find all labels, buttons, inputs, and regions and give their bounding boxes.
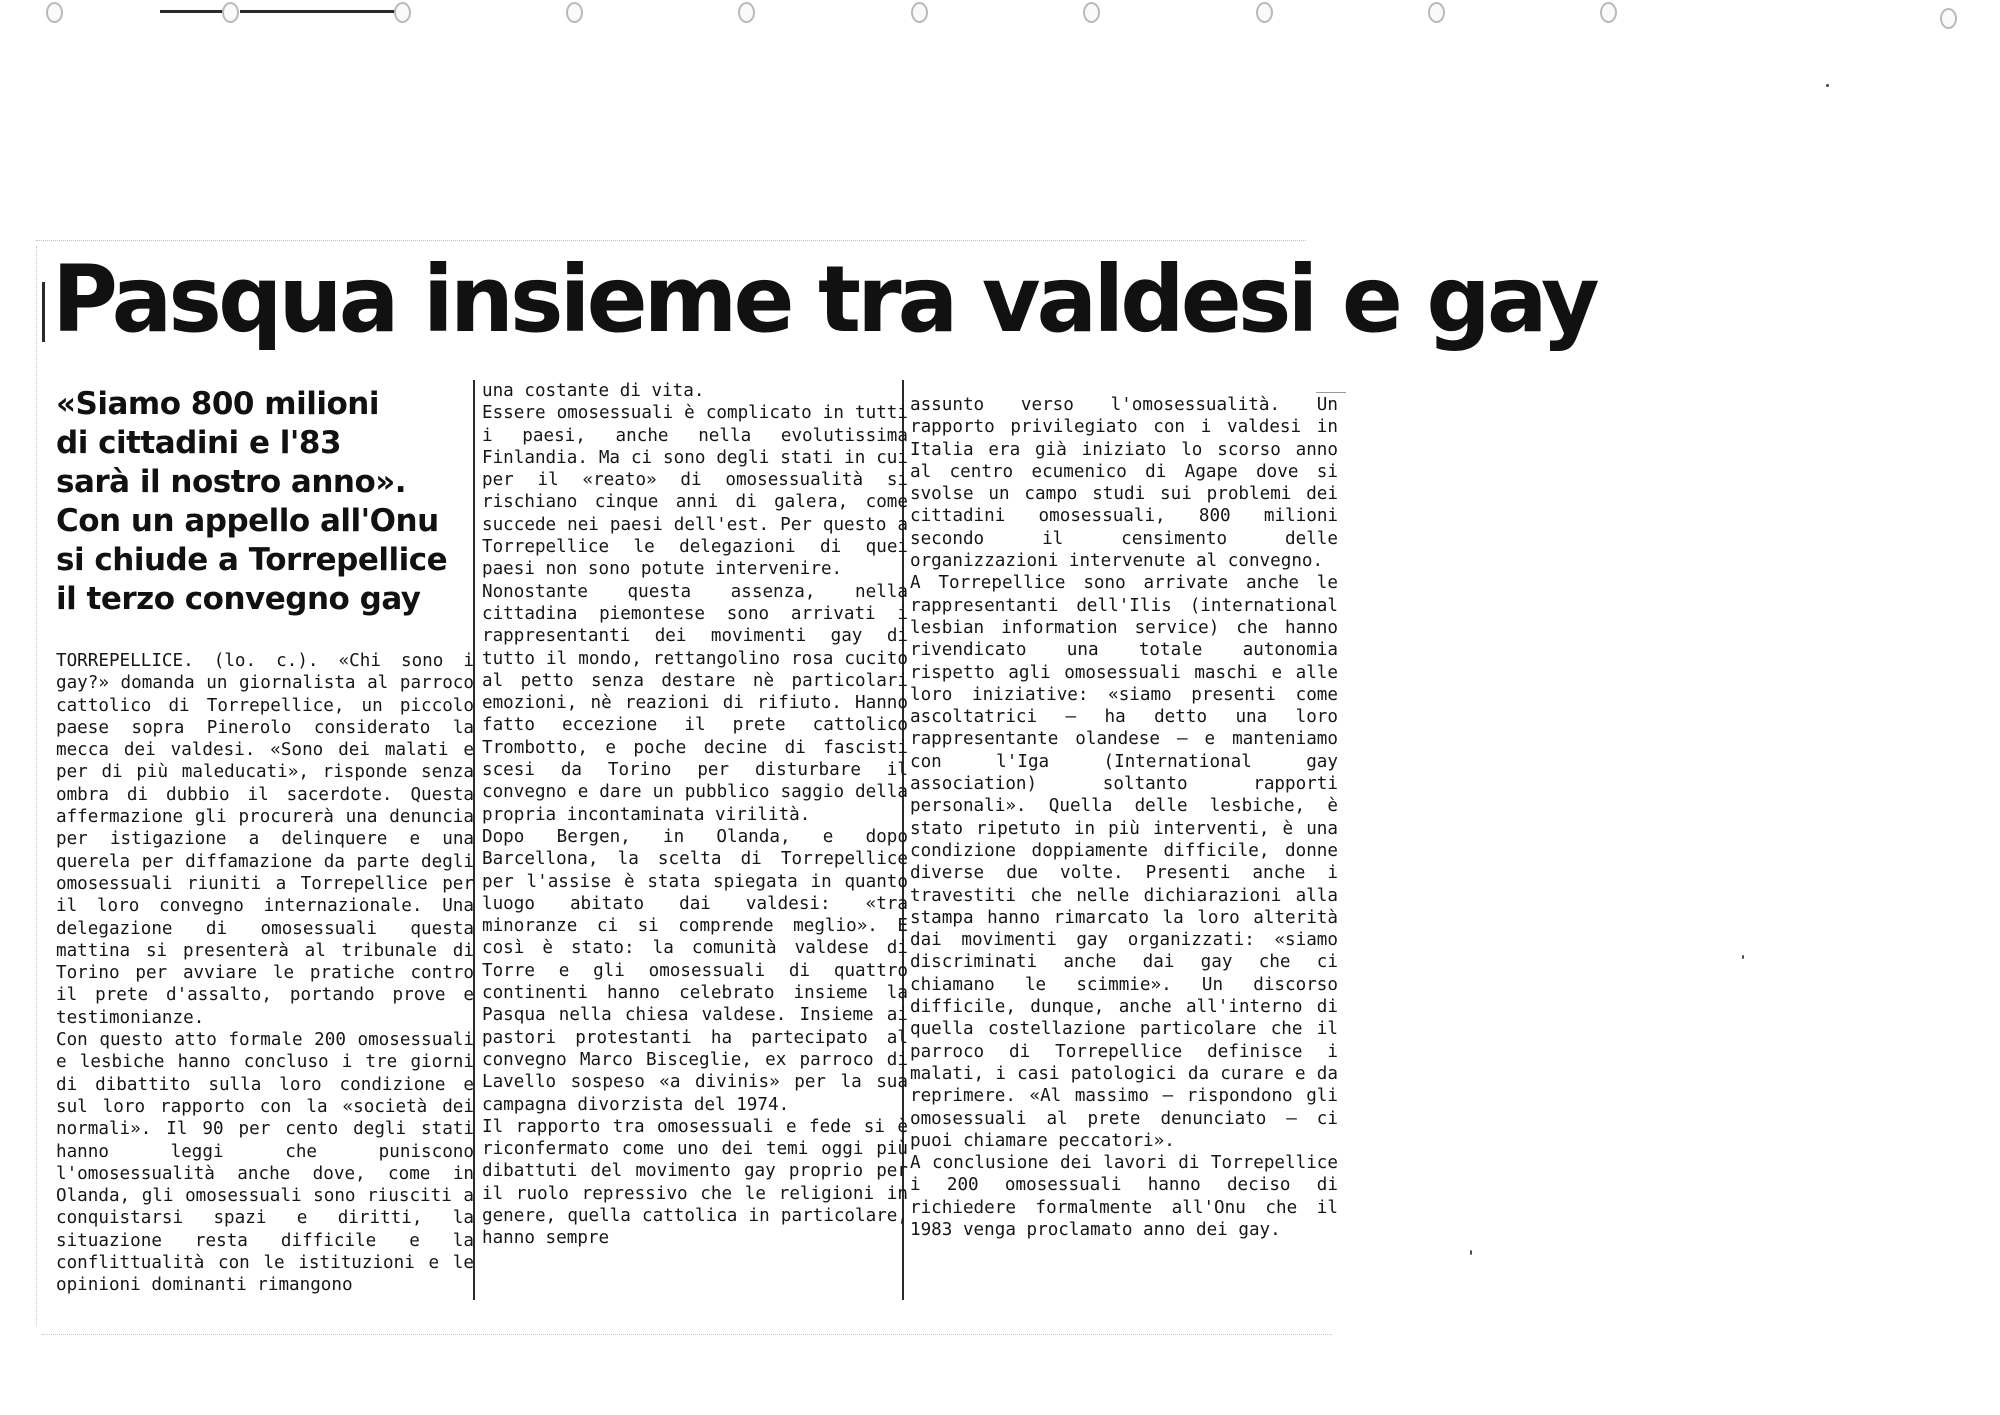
newspaper-clipping: [36, 240, 1596, 1375]
binder-holes: [0, 0, 2000, 30]
scan-speck: [1826, 84, 1829, 87]
subheadline-line: il terzo convegno gay: [56, 581, 421, 617]
punch-hole: [1600, 2, 1617, 23]
article-paragraph: Il rapporto tra omosessuali e fede si è riconfermato come uno dei temi oggi più dibattuti del movimento gay proprio per il ruolo repressivo che le religioni in genere, quella cattolica in particolare, hanno sempre: [482, 1116, 908, 1249]
punch-hole: [1083, 2, 1100, 23]
punch-hole: [46, 2, 63, 23]
punch-hole: [911, 2, 928, 23]
article-paragraph: A conclusione dei lavori di Torrepellice i 200 omosessuali hanno deciso di richiedere formalmente all'Onu che il 1983 venga proclamato anno dei gay.: [910, 1153, 1338, 1240]
punch-hole: [1428, 2, 1445, 23]
article-paragraph: Dopo Bergen, in Olanda, e dopo Barcellona, la scelta di Torrepellice per l'assise è stata spiegata in quanto luogo abitato dai valdesi: «tra minoranze ci si comprende meglio». E così è stato: la comunità valdese di Torre e gli omosessuali di quattro continenti hanno celebrato insieme la Pasqua nella chiesa valdese. Insieme ai pastori protestanti ha partecipato al convegno Marco Bisceglie, ex parroco di Lavello sospeso «a divinis» per la sua campagna divorzista del 1974.: [482, 826, 908, 1115]
dateline: TORREPELLICE. (lo. c.).: [56, 651, 319, 671]
article-paragraph: Con questo atto formale 200 omosessuali e lesbiche hanno concluso i tre giorni di dibattito sulla loro condizione e sul loro rapporto con la «società dei normali». Il 90 per cento degli stati hanno leggi che puniscono l'omosessualità anche dove, come in Olanda, gli omosessuali sono riusciti a conquistarsi spazi e diritti, la situazione resta difficile e la conflittualità con le istituzioni e le opinioni dominanti rimangono: [56, 1030, 474, 1296]
punch-hole: [1256, 2, 1273, 23]
subheadline-line: Con un appello all'Onu: [56, 503, 439, 539]
headline: Pasqua insieme tra valdesi e gay: [52, 246, 1596, 353]
punch-hole: [566, 2, 583, 23]
article-paragraph: A Torrepellice sono arrivate anche le rappresentanti dell'Ilis (international lesbian information service) che hanno rivendicato una totale autonomia rispetto agli omosessuali maschi e alle loro iniziative: «siamo presenti come ascoltatrici — ha detto una loro rappresentante olandese — e manteniamo con l'Iga (International gay association) soltanto rapporti personali». Quella delle lesbiche, è stato ripetuto in più interventi, è una condizione doppiamente difficile, donne diverse due volte. Presenti anche i travestiti che nelle dichiarazioni alla stampa hanno rimarcato la loro alterità dai movimenti gay organizzati: «siamo discriminati anche dai gay che ci chiamano le scimmie». Un discorso difficile, dunque, anche all'interno di quella costellazione particolare che il parroco di Torrepellice definisce i malati, i casi patologici da curare e da reprimere. «Al massimo — rispondono gli omosessuali al prete denunciato — ci puoi chiamare peccatori».: [910, 573, 1338, 1151]
clipping-edge-bottom: [42, 1334, 1332, 1335]
article-column-1: [56, 650, 474, 1297]
subheadline-line: sarà il nostro anno».: [56, 464, 407, 500]
article-column-2: [482, 380, 908, 1250]
binder-bar: [160, 10, 230, 13]
subheadline: [56, 385, 476, 619]
article-paragraph: una costante di vita.: [482, 381, 705, 401]
article-column-3: [910, 394, 1338, 1241]
subheadline-line: «Siamo 800 milioni: [56, 386, 379, 422]
scan-speck: [1742, 955, 1744, 959]
subheadline-line: si chiude a Torrepellice: [56, 542, 448, 578]
subheadline-line: di cittadini e l'83: [56, 425, 342, 461]
punch-hole: [222, 2, 239, 23]
punch-hole: [738, 2, 755, 23]
punch-hole: [1940, 8, 1957, 29]
article-paragraph: Nonostante questa assenza, nella cittadina piemontese sono arrivati i rappresentanti dei movimenti gay di tutto il mondo, rettangolino rosa cucito al petto senza destare nè particolari emozioni, nè reazioni di rifiuto. Hanno fatto eccezione il prete cattolico Trombotto, e poche decine di fascisti scesi da Torino per disturbare il convegno e dare un pubblico saggio della propria incontaminata virilità.: [482, 581, 908, 825]
article-text: «Chi sono i gay?» domanda un giornalista al parroco cattolico di Torrepellice, un piccolo paese sopra Pinerolo considerato la mecca dei valdesi. «Sono dei malati e per di più maleducati», risponde senza ombra di dubbio il sacerdote. Questa affermazione gli procurerà una denuncia per istigazione a delinquere e una querela per diffamazione da parte degli omosessuali riuniti a Torrepellice per il loro convegno internazionale. Una delegazione di omosessuali questa mattina si presenterà al tribunale di Torino per avviare le pratiche contro il prete d'assalto, portando prove e testimonianze.: [56, 651, 474, 1028]
clipping-edge-top: [36, 240, 1306, 241]
clipping-edge-left: [36, 246, 37, 1326]
article-paragraph: assunto verso l'omosessualità. Un rapporto privilegiato con i valdesi in Italia era già iniziato lo scorso anno al centro ecumenico di Agape dove si svolse un campo studi sui problemi dei cittadini omosessuali, 800 milioni secondo il censimento delle organizzazioni intervenute al convegno.: [910, 395, 1338, 572]
article-paragraph: Essere omosessuali è complicato in tutti i paesi, anche nella evolutissima Finlandia. Ma ci sono degli stati in cui per il «reato» di omosessualità si rischiano cinque anni di galera, come succede nei paesi dell'est. Per questo a Torrepellice le delegazioni di quei paesi non sono potute intervenire.: [482, 403, 908, 580]
column-divider: [1316, 392, 1346, 393]
scan-speck: [1470, 1250, 1472, 1255]
headline-rule: [42, 282, 45, 342]
punch-hole: [394, 2, 411, 23]
article-paragraph: [56, 650, 474, 1029]
binder-bar: [240, 10, 400, 13]
